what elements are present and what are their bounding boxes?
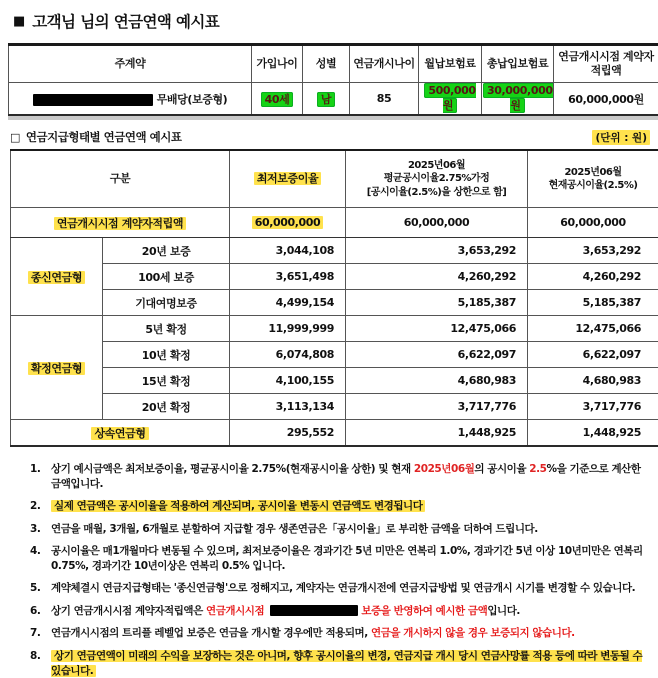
pension-header-row xyxy=(11,150,658,208)
accumulated-amount-row xyxy=(11,208,658,238)
total-premium-cell xyxy=(482,83,554,116)
value-cur-rate: 3,717,776 xyxy=(528,394,658,420)
header-gender: 성별 xyxy=(303,45,350,83)
section-title-text: 연금지급형태별 연금연액 예시표 xyxy=(26,129,182,145)
header-pension-start-age: 연금개시나이 xyxy=(350,45,419,83)
header-accumulated-amount: 연금개시시점 계약자적립액 xyxy=(554,45,658,83)
entry-age-value: 40세 xyxy=(261,92,294,107)
gender-cell xyxy=(303,83,350,116)
footnote-7: 7. 연금개시시점의 트리플 레벨업 보증은 연금을 개시할 경우에만 적용되며, 연금을 개시하지 않을 경우 보증되지 않습니다. xyxy=(30,626,652,641)
table-row-lifetime-life-expectancy xyxy=(11,290,658,316)
value-cur-rate: 3,653,292 xyxy=(528,238,658,264)
footnote-2 xyxy=(30,499,652,514)
value-cur-rate: 5,185,387 xyxy=(528,290,658,316)
row-label: 20년 보증 xyxy=(103,238,230,264)
accum-cur-rate-cell: 60,000,000 xyxy=(528,208,658,238)
product-name-cell xyxy=(9,83,252,116)
value-cur-rate: 4,260,292 xyxy=(528,264,658,290)
value-avg-rate: 1,448,925 xyxy=(346,420,528,447)
value-cur-rate: 6,622,097 xyxy=(528,342,658,368)
footnote-5: 5. 계약체결시 연금지급형태는 '종신연금형'으로 정해지고, 계약자는 연금개시전에 연금지급방법 및 연금개시 시기를 변경할 수 있습니다. xyxy=(30,581,652,596)
value-cur-rate: 12,475,066 xyxy=(528,316,658,342)
table-row-fixed-10y xyxy=(11,342,658,368)
table-row-fixed-20y xyxy=(11,394,658,420)
group-label-inheritance: 상속연금형 xyxy=(11,420,230,447)
value-min-rate: 6,074,808 xyxy=(230,342,346,368)
value-avg-rate: 5,185,387 xyxy=(346,290,528,316)
table-row-lifetime-age100 xyxy=(11,264,658,290)
footnote-number: 3. xyxy=(30,522,51,537)
header-category: 구분 xyxy=(11,150,230,208)
value-avg-rate: 4,680,983 xyxy=(346,368,528,394)
row-label: 기대여명보증 xyxy=(103,290,230,316)
footnote-number: 7. xyxy=(30,626,51,641)
page-title: 고객님 님의 연금연액 예시표 xyxy=(32,10,219,32)
monthly-premium-value: 500,000원 xyxy=(424,83,475,113)
footnote-8 xyxy=(30,649,652,678)
value-cur-rate: 1,448,925 xyxy=(528,420,658,447)
redacted-name-box xyxy=(33,94,153,106)
footnotes xyxy=(30,462,652,678)
entry-age-cell xyxy=(252,83,303,116)
value-min-rate: 3,044,108 xyxy=(230,238,346,264)
accumulated-amount-cell: 60,000,000원 xyxy=(554,83,658,116)
value-avg-rate: 6,622,097 xyxy=(346,342,528,368)
highlighted-rate: 2.5 xyxy=(529,463,546,475)
footnote-number: 6. xyxy=(30,604,51,619)
header-total-premium: 총납입보험료 xyxy=(482,45,554,83)
accum-min-rate-cell: 60,000,000 xyxy=(230,208,346,238)
open-square-bullet-icon: □ xyxy=(10,132,20,143)
table-row-fixed-15y xyxy=(11,368,658,394)
row-label: 15년 확정 xyxy=(103,368,230,394)
value-avg-rate: 3,717,776 xyxy=(346,394,528,420)
value-avg-rate: 3,653,292 xyxy=(346,238,528,264)
pension-amount-table xyxy=(10,149,658,447)
footnote-number: 4. xyxy=(30,544,51,574)
contract-summary-table xyxy=(8,43,658,116)
group-label-lifetime: 종신연금형 xyxy=(11,238,103,316)
footnote-3: 3. 연금을 매월, 3개월, 6개월로 분할하여 지급할 경우 생존연금은「공시이율」로 부리한 금액을 더하여 드립니다. xyxy=(30,522,652,537)
value-cur-rate: 4,680,983 xyxy=(528,368,658,394)
highlighted-date: 2025년06월 xyxy=(414,463,475,475)
value-min-rate: 4,100,155 xyxy=(230,368,346,394)
group-label-fixed: 확정연금형 xyxy=(11,316,103,420)
header-current-declared-rate: 2025년06월 현재공시이율(2.5%) xyxy=(528,150,658,208)
highlighted-sentence: 실제 연금액은 공시이율을 적용하여 계산되며, 공시이율 변동시 연금액도 변경됩니다 xyxy=(51,500,425,512)
table-row-lifetime-20y xyxy=(11,238,658,264)
value-min-rate: 3,651,498 xyxy=(230,264,346,290)
value-min-rate: 4,499,154 xyxy=(230,290,346,316)
value-min-rate: 11,999,999 xyxy=(230,316,346,342)
header-monthly-premium: 월납보험료 xyxy=(419,45,482,83)
row-label: 10년 확정 xyxy=(103,342,230,368)
header-entry-age: 가입나이 xyxy=(252,45,303,83)
product-name: 무배당(보증형) xyxy=(157,93,228,106)
value-min-rate: 3,113,134 xyxy=(230,394,346,420)
value-min-rate: 295,552 xyxy=(230,420,346,447)
highlighted-sentence: 상기 연금연액이 미래의 수익을 보장하는 것은 아니며, 향후 공시이율의 변경, 연금지급 개시 당시 연금사망률 적용 등에 따라 변동될 수 있습니다. xyxy=(51,650,642,677)
pension-section-header xyxy=(10,129,650,145)
header-avg-declared-rate: 2025년06월 평균공시이율2.75%가정 [공시이율(2.5%)을 상한으로 함] xyxy=(346,150,528,208)
value-avg-rate: 12,475,066 xyxy=(346,316,528,342)
footnote-number: 2. xyxy=(30,499,51,514)
warning-text: 연금을 개시하지 않을 경우 보증되지 않습니다. xyxy=(371,627,575,639)
monthly-premium-cell xyxy=(419,83,482,116)
header-min-guaranteed-rate: 최저보증이율 xyxy=(230,150,346,208)
row-label: 20년 확정 xyxy=(103,394,230,420)
filled-square-bullet-icon: ■ xyxy=(13,15,25,28)
unit-label: (단위 : 원) xyxy=(592,130,650,145)
table-row-fixed-5y xyxy=(11,316,658,342)
value-avg-rate: 4,260,292 xyxy=(346,264,528,290)
document-title xyxy=(13,10,654,32)
accum-avg-rate-cell: 60,000,000 xyxy=(346,208,528,238)
accum-label-cell: 연금개시시점 계약자적립액 xyxy=(11,208,230,238)
total-premium-value: 30,000,000원 xyxy=(483,83,553,113)
pension-start-age-cell: 85 xyxy=(350,83,419,116)
row-label: 100세 보증 xyxy=(103,264,230,290)
footnote-number: 5. xyxy=(30,581,51,596)
summary-data-row xyxy=(9,83,658,116)
table-row-inheritance xyxy=(11,420,658,447)
redacted-product-box xyxy=(270,605,358,616)
pension-section-title xyxy=(10,129,181,145)
row-label: 5년 확정 xyxy=(103,316,230,342)
header-main-contract: 주계약 xyxy=(9,45,252,83)
footnote-4: 4. 공시이율은 매1개월마다 변동될 수 있으며, 최저보증이율은 경과기간 5년 미만은 연복리 1.0%, 경과기간 5년 이상 10년미만은 연복리 0.75%, 경과기간 10년이상은 연복리 0.5% 입니다. xyxy=(30,544,652,574)
footnote-number: 8. xyxy=(30,649,51,678)
summary-header-row xyxy=(9,45,658,83)
footnote-6: 6. 상기 연금개시시점 계약자적립액은 연금개시시점 보증을 반영하여 예시한 금액입니다. xyxy=(30,604,652,619)
footnote-number: 1. xyxy=(30,462,51,492)
footnote-1: 1. 상기 예시금액은 최저보증이율, 평균공시이율 2.75%(현재공시이율 상한) 및 현재 2025년06월의 공시이율 2.5%을 기준으로 계산한 금액입니다. xyxy=(30,462,652,492)
gender-value: 남 xyxy=(317,92,335,107)
